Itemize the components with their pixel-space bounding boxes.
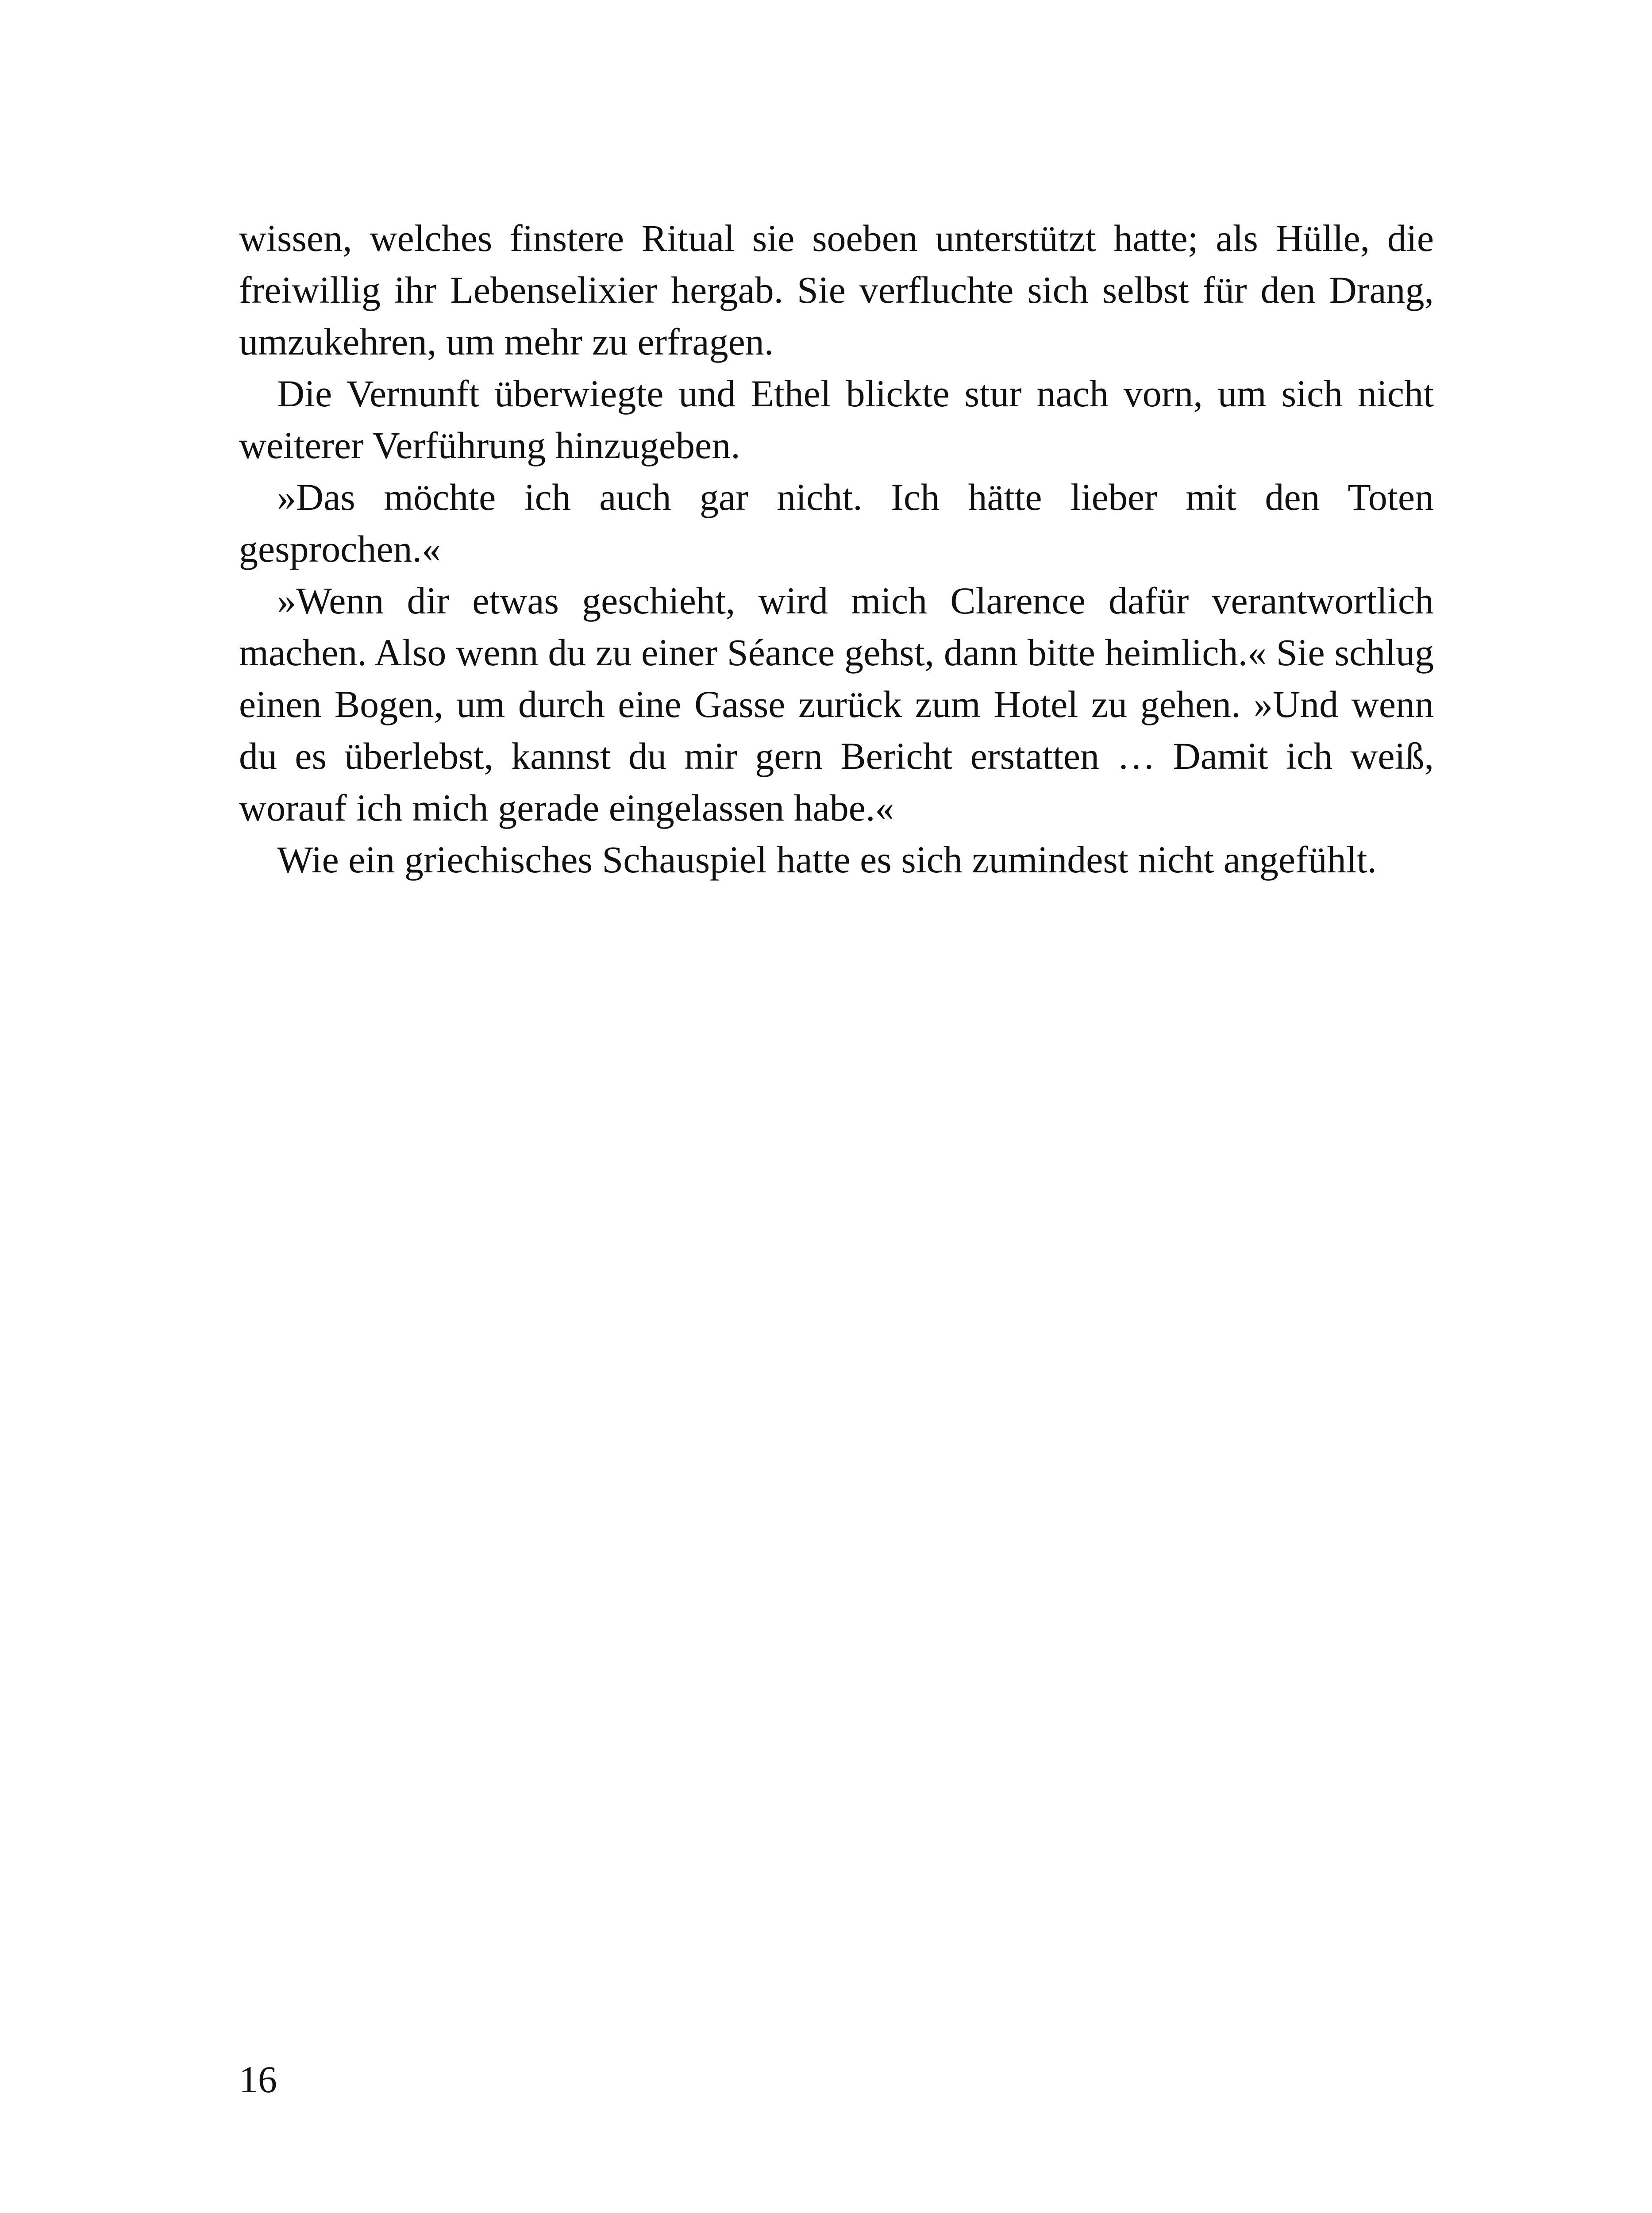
page-number: 16 [239, 2058, 277, 2101]
paragraph-5: Wie ein griechisches Schauspiel hatte es sich zumindest nicht angefühlt. [277, 838, 1377, 881]
body-text [239, 212, 1434, 886]
paragraph-2: Die Vernunft überwiegte und Ethel blickte stur nach vorn, um sich nicht weiterer Verführung hinzugeben. [239, 372, 1434, 467]
paragraph-1: wissen, welches finstere Ritual sie soeben unterstützt hatte; als Hülle, die freiwillig ihr Lebenselixier hergab. Sie verfluchte sich selbst für den Drang, umzukehren, um mehr zu erfragen. [239, 217, 1434, 363]
paragraph-3: »Das möchte ich auch gar nicht. Ich hätte lieber mit den Toten gesprochen.« [239, 476, 1434, 570]
paragraph-4: »Wenn dir etwas geschieht, wird mich Clarence dafür verantwortlich machen. Also wenn du zu einer Séance gehst, dann bitte heimlich.« Sie schlug einen Bogen, um durch eine Gasse zurück zum Hotel zu gehen. »Und wenn du es überlebst, kannst du mir gern Bericht erstatten … Damit ich weiß, worauf ich mich gerade eingelassen habe.« [239, 579, 1434, 829]
